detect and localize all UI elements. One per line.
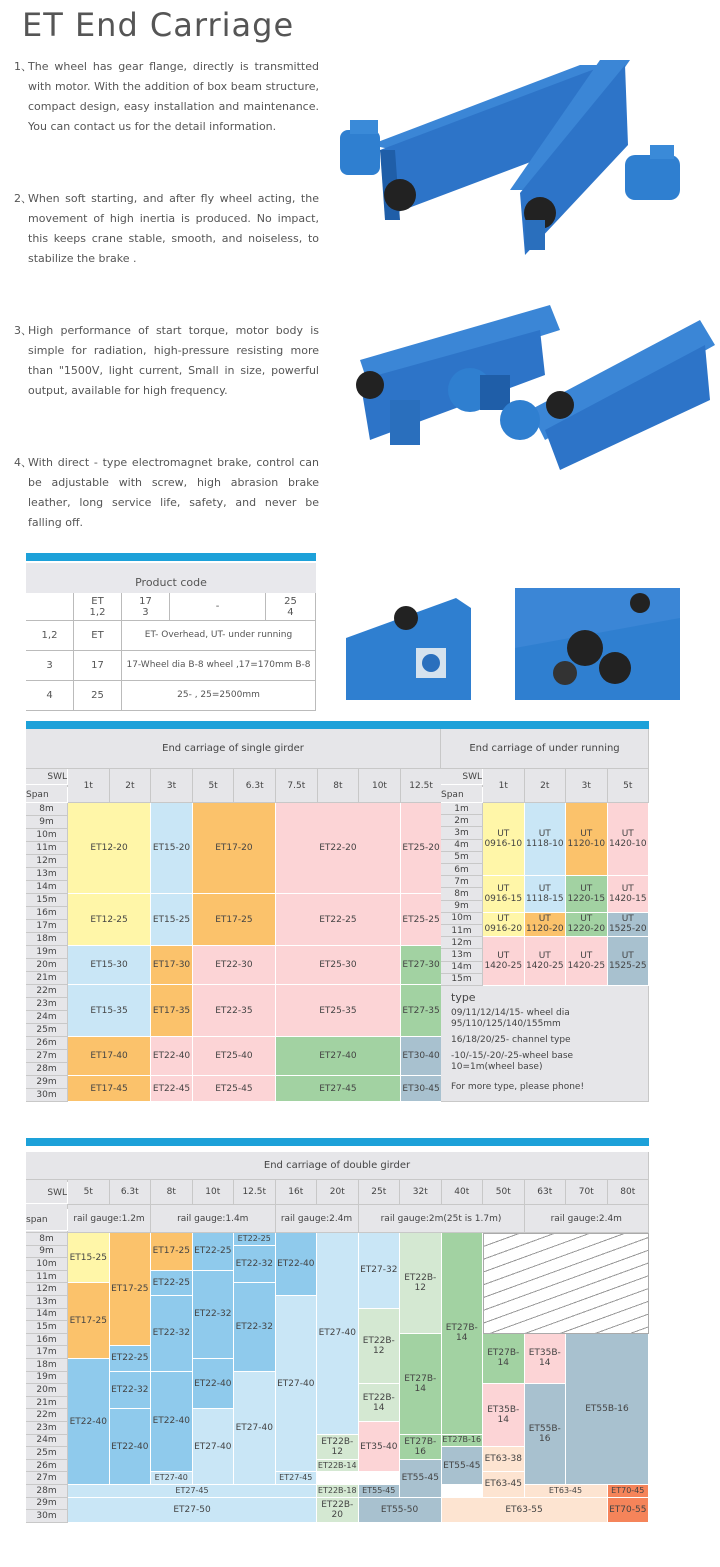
double-span-row: 11m [26, 1271, 68, 1284]
under-model-block: UT 1120-20 [525, 913, 567, 937]
single-span-label: 11m [26, 842, 68, 855]
double-model-block: ET22B-14 [317, 1460, 359, 1473]
single-span-label: 28m [26, 1063, 68, 1076]
double-girder-bar [26, 1138, 649, 1146]
single-model-block: ET22-40 [151, 1037, 193, 1076]
single-col-header: 2t [110, 769, 152, 803]
single-model-block: ET22-20 [276, 803, 401, 894]
single-model-block: ET25-30 [276, 946, 401, 985]
double-model-block: ET22-25 [110, 1346, 152, 1371]
double-col-header: 80t [608, 1180, 650, 1205]
double-model-block: ET55-45 [442, 1447, 484, 1485]
double-model-block: ET27-40 [151, 1472, 193, 1485]
under-swl-label: SWL [441, 769, 483, 785]
under-note-line: 95/110/125/140/155mm [451, 1019, 561, 1029]
double-span-label: span [26, 1209, 68, 1231]
under-model-block: UT 0916-20 [483, 913, 525, 937]
double-model-block: ET22-32 [110, 1372, 152, 1410]
double-span-row: 18m [26, 1359, 68, 1372]
single-model-block: ET12-25 [68, 894, 151, 946]
double-model-block: ET22B-12 [359, 1309, 401, 1385]
single-col-header: 3t [151, 769, 193, 803]
single-girder-bar [26, 721, 649, 729]
product-code-cell: 1,2 [26, 621, 74, 651]
under-span-row: 14m [441, 962, 483, 974]
single-model-block: ET12-20 [68, 803, 151, 894]
under-model-block: UT 1420-10 [608, 803, 650, 876]
single-model-block: ET17-40 [68, 1037, 151, 1076]
single-span-label: 10m [26, 829, 68, 842]
single-model-block: ET17-45 [68, 1076, 151, 1102]
single-col-header: 8t [318, 769, 360, 803]
under-note-line: 09/11/12/14/15- wheel dia [451, 1008, 570, 1018]
under-span-row: 6m [441, 864, 483, 876]
single-col-header: 1t [68, 769, 110, 803]
double-model-block: ET27B-16 [400, 1435, 442, 1460]
under-span-row: 10m [441, 913, 483, 925]
single-span-label: 8m [26, 803, 68, 816]
single-model-block: ET22-45 [151, 1076, 193, 1102]
double-model-block: ET22B-20 [317, 1498, 359, 1523]
end-carriage-photo-2 [330, 300, 720, 480]
double-span-row: 27m [26, 1472, 68, 1485]
double-model-block: ET55B-16 [525, 1384, 567, 1485]
under-model-block: UT 0916-10 [483, 803, 525, 876]
under-span-label: Span [441, 787, 483, 803]
double-model-block: ET22-40 [68, 1359, 110, 1485]
under-col-header: 5t [608, 769, 650, 803]
single-span-label: 22m [26, 985, 68, 998]
single-model-block: ET27-30 [401, 946, 443, 985]
end-carriage-photo-1 [330, 55, 720, 255]
single-span-label: 25m [26, 1024, 68, 1037]
double-span-row: 10m [26, 1258, 68, 1271]
under-span-row: 3m [441, 827, 483, 839]
double-col-header: 6.3t [110, 1180, 152, 1205]
product-code-cell: 25 [74, 681, 122, 711]
single-span-label: 27m [26, 1050, 68, 1063]
under-model-block: UT 1420-25 [483, 937, 525, 986]
double-col-header: 12.5t [234, 1180, 276, 1205]
double-col-header: 20t [317, 1180, 359, 1205]
double-model-block: ET70-45 [608, 1485, 650, 1498]
double-span-row: 22m [26, 1409, 68, 1422]
single-model-block: ET25-20 [401, 803, 443, 894]
single-col-header: 7.5t [276, 769, 318, 803]
double-model-block: ET27B-14 [483, 1334, 525, 1384]
under-model-block: UT 1420-25 [566, 937, 608, 986]
under-span-row: 12m [441, 937, 483, 949]
under-model-block: UT 1118-10 [525, 803, 567, 876]
single-model-block: ET17-30 [151, 946, 193, 985]
double-col-header: 5t [68, 1180, 110, 1205]
under-title: End carriage of under running [441, 729, 649, 769]
double-model-block: ET70-55 [608, 1498, 650, 1523]
product-code-header-cell: ET 1,2 [74, 593, 122, 621]
under-span-row: 9m [441, 901, 483, 913]
double-span-row: 26m [26, 1460, 68, 1473]
under-span-row: 11m [441, 925, 483, 937]
under-span-row: 1m [441, 803, 483, 815]
double-span-row: 23m [26, 1422, 68, 1435]
single-model-block: ET25-45 [193, 1076, 276, 1102]
double-span-row: 13m [26, 1296, 68, 1309]
product-code-bar [26, 553, 316, 561]
under-model-block: UT 1118-15 [525, 876, 567, 913]
double-col-header: 63t [525, 1180, 567, 1205]
single-model-block: ET22-25 [276, 894, 401, 946]
double-span-row: 25m [26, 1447, 68, 1460]
swl-label: SWL [26, 769, 68, 785]
double-span-row: 17m [26, 1346, 68, 1359]
double-span-row: 14m [26, 1309, 68, 1322]
double-model-block: ET35-40 [359, 1422, 401, 1472]
under-col-header: 1t [483, 769, 525, 803]
under-model-block: UT 1525-25 [608, 937, 650, 986]
double-model-block: ET35B-14 [525, 1334, 567, 1384]
double-model-block: ET22B-14 [359, 1384, 401, 1422]
under-span-row: 4m [441, 840, 483, 852]
double-col-header: 10t [193, 1180, 235, 1205]
product-code-cell: 17-Wheel dia B-8 wheel ,17=170mm B-8 [122, 651, 316, 681]
feature-1: 1、 The wheel has gear flange, directly is transmitted with motor. With the addition of box beam structure, compact design, easy installation and maintenance. You can contact us for the detail information. [14, 60, 319, 133]
double-model-block: ET27-32 [359, 1233, 401, 1309]
under-note-line: 10=1m(wheel base) [451, 1062, 543, 1072]
double-model-block: ET22-40 [110, 1409, 152, 1485]
product-code-cell: 25- , 25=2500mm [122, 681, 316, 711]
under-model-block: UT 1525-20 [608, 913, 650, 937]
double-model-block: ET27-50 [68, 1498, 317, 1523]
double-col-header: 50t [483, 1180, 525, 1205]
double-model-block: ET22-25 [151, 1271, 193, 1296]
double-model-block: ET22-40 [193, 1359, 235, 1409]
product-code-header-cell: - [170, 593, 266, 621]
single-model-block: ET30-45 [401, 1076, 443, 1102]
double-span-row: 24m [26, 1435, 68, 1448]
double-model-block: ET22B-12 [400, 1233, 442, 1334]
double-model-block: ET55-45 [359, 1485, 401, 1498]
product-code-cell: 3 [26, 651, 74, 681]
single-model-block: ET25-25 [401, 894, 443, 946]
double-span-row: 12m [26, 1283, 68, 1296]
double-model-block: ET63-45 [483, 1472, 525, 1497]
single-span-label: 19m [26, 946, 68, 959]
under-span-row: 5m [441, 852, 483, 864]
under-col-header: 3t [566, 769, 608, 803]
double-model-block: ET22-40 [151, 1372, 193, 1473]
under-note-line: -10/-15/-20/-25-wheel base [451, 1051, 574, 1061]
single-span-label: 30m [26, 1089, 68, 1102]
single-span-label: 18m [26, 933, 68, 946]
under-note-title: type [451, 991, 476, 1004]
double-col-header: 25t [359, 1180, 401, 1205]
under-model-block: UT 0916-15 [483, 876, 525, 913]
double-model-block: ET63-38 [483, 1447, 525, 1472]
double-span-row: 16m [26, 1334, 68, 1347]
rail-gauge-label: rail gauge:2.4m [276, 1205, 359, 1233]
single-model-block: ET27-35 [401, 985, 443, 1037]
double-model-block: ET63-45 [525, 1485, 608, 1498]
single-model-block: ET15-25 [151, 894, 193, 946]
double-swl-label: SWL [26, 1182, 68, 1204]
product-code-cell: ET [74, 621, 122, 651]
double-model-block: ET22B-18 [317, 1485, 359, 1498]
double-model-block: ET27B-16 [442, 1435, 484, 1448]
rail-gauge-label: rail gauge:2.4m [525, 1205, 650, 1233]
single-span-label: 12m [26, 855, 68, 868]
single-span-label: 24m [26, 1011, 68, 1024]
single-model-block: ET15-20 [151, 803, 193, 894]
double-model-block: ET17-25 [68, 1283, 110, 1359]
double-model-block: ET27B-14 [442, 1233, 484, 1435]
double-span-row: 8m [26, 1233, 68, 1246]
single-model-block: ET17-20 [193, 803, 276, 894]
double-model-block: ET55-45 [400, 1460, 442, 1498]
single-col-header: 12.5t [401, 769, 443, 803]
double-model-block: ET55B-16 [566, 1334, 649, 1485]
end-carriage-photo-3 [346, 588, 471, 700]
under-note-box [441, 986, 649, 1102]
single-model-block: ET22-30 [193, 946, 276, 985]
feature-4: 4、 With direct - type electromagnet brake, control can be adjustable with screw, high abrasion brake leather, long service life, safety, and never be falling off. [14, 456, 319, 529]
single-model-block: ET25-35 [276, 985, 401, 1037]
single-span-label: 9m [26, 816, 68, 829]
double-model-block: ET27-40 [276, 1296, 318, 1472]
double-col-header: 40t [442, 1180, 484, 1205]
rail-gauge-label: rail gauge:2m(25t is 1.7m) [359, 1205, 525, 1233]
single-model-block: ET27-40 [276, 1037, 401, 1076]
product-code-title: Product code [26, 563, 316, 593]
feature-3: 3、 High performance of start torque, motor body is simple for radiation, high-pressure resisting more than "1500V, light current, Small in size, powerful output, available for high frequency. [14, 324, 319, 397]
double-model-block: ET22-32 [234, 1283, 276, 1371]
single-model-block: ET27-45 [276, 1076, 401, 1102]
single-span-label: 29m [26, 1076, 68, 1089]
rail-gauge-label: rail gauge:1.4m [151, 1205, 276, 1233]
under-model-block: UT 1220-20 [566, 913, 608, 937]
empty-hatched-area [483, 1233, 649, 1334]
single-span-label: 21m [26, 972, 68, 985]
double-model-block: ET22-25 [234, 1233, 276, 1246]
double-model-block: ET22-40 [276, 1233, 318, 1296]
double-model-block: ET27-40 [193, 1409, 235, 1485]
double-model-block: ET22B-12 [317, 1435, 359, 1460]
end-carriage-photo-4 [515, 588, 680, 700]
double-title: End carriage of double girder [26, 1152, 649, 1180]
double-model-block: ET27-40 [317, 1233, 359, 1435]
double-span-row: 30m [26, 1510, 68, 1523]
under-model-block: UT 1220-15 [566, 876, 608, 913]
product-code-header-cell [26, 593, 74, 621]
rail-gauge-label: rail gauge:1.2m [68, 1205, 151, 1233]
single-model-block: ET15-35 [68, 985, 151, 1037]
double-model-block: ET22-32 [234, 1246, 276, 1284]
double-model-block: ET27-45 [68, 1485, 317, 1498]
under-span-row: 2m [441, 815, 483, 827]
double-model-block: ET22-32 [151, 1296, 193, 1372]
single-span-label: 13m [26, 868, 68, 881]
product-code-header-cell: 17 3 [122, 593, 170, 621]
product-code-cell: 17 [74, 651, 122, 681]
double-model-block: ET22-32 [193, 1271, 235, 1359]
double-span-row: 19m [26, 1372, 68, 1385]
double-col-header: 16t [276, 1180, 318, 1205]
single-span-label: 17m [26, 920, 68, 933]
double-span-row: 29m [26, 1498, 68, 1511]
double-model-block: ET17-25 [110, 1233, 152, 1346]
product-code-table [26, 563, 316, 711]
double-model-block: ET63-55 [442, 1498, 608, 1523]
feature-2: 2、 When soft starting, and after fly wheel acting, the movement of high inertia is produced. No impact, this keeps crane stable, smooth, and noiseless, to stabilize the brake . [14, 192, 319, 265]
under-span-row: 15m [441, 974, 483, 986]
double-col-header: 8t [151, 1180, 193, 1205]
double-model-block: ET27B-14 [400, 1334, 442, 1435]
single-col-header: 6.3t [234, 769, 276, 803]
double-span-row: 9m [26, 1246, 68, 1259]
under-model-block: UT 1420-15 [608, 876, 650, 913]
double-model-block: ET55-50 [359, 1498, 442, 1523]
single-col-header: 10t [359, 769, 401, 803]
under-note-line: For more type, please phone! [451, 1082, 585, 1092]
double-span-row: 15m [26, 1321, 68, 1334]
single-span-label: 26m [26, 1037, 68, 1050]
single-model-block: ET22-35 [193, 985, 276, 1037]
under-span-row: 7m [441, 876, 483, 888]
double-model-block: ET35B-14 [483, 1384, 525, 1447]
under-span-row: 13m [441, 949, 483, 961]
single-model-block: ET30-40 [401, 1037, 443, 1076]
page-title: ET End Carriage [22, 6, 295, 44]
under-span-row: 8m [441, 888, 483, 900]
double-model-block: ET17-25 [151, 1233, 193, 1271]
under-model-block: UT 1120-10 [566, 803, 608, 876]
single-model-block: ET17-25 [193, 894, 276, 946]
span-label: Span [26, 787, 68, 803]
single-span-label: 16m [26, 907, 68, 920]
single-span-label: 23m [26, 998, 68, 1011]
double-model-block: ET15-25 [68, 1233, 110, 1283]
double-span-row: 28m [26, 1485, 68, 1498]
double-col-header: 70t [566, 1180, 608, 1205]
double-col-header: 32t [400, 1180, 442, 1205]
double-model-block: ET22-25 [193, 1233, 235, 1271]
single-model-block: ET15-30 [68, 946, 151, 985]
single-col-header: 5t [193, 769, 235, 803]
product-code-header-cell: 25 4 [266, 593, 316, 621]
double-span-row: 21m [26, 1397, 68, 1410]
double-model-block: ET27-40 [234, 1372, 276, 1485]
double-span-row: 20m [26, 1384, 68, 1397]
single-span-label: 14m [26, 881, 68, 894]
single-model-block: ET25-40 [193, 1037, 276, 1076]
product-code-cell: 4 [26, 681, 74, 711]
single-title: End carriage of single girder [26, 729, 441, 769]
under-col-header: 2t [525, 769, 567, 803]
under-note-line: 16/18/20/25- channel type [451, 1035, 571, 1045]
single-span-label: 20m [26, 959, 68, 972]
double-model-block: ET27-45 [276, 1472, 318, 1485]
single-span-label: 15m [26, 894, 68, 907]
single-model-block: ET17-35 [151, 985, 193, 1037]
product-code-cell: ET- Overhead, UT- under running [122, 621, 316, 651]
under-model-block: UT 1420-25 [525, 937, 567, 986]
